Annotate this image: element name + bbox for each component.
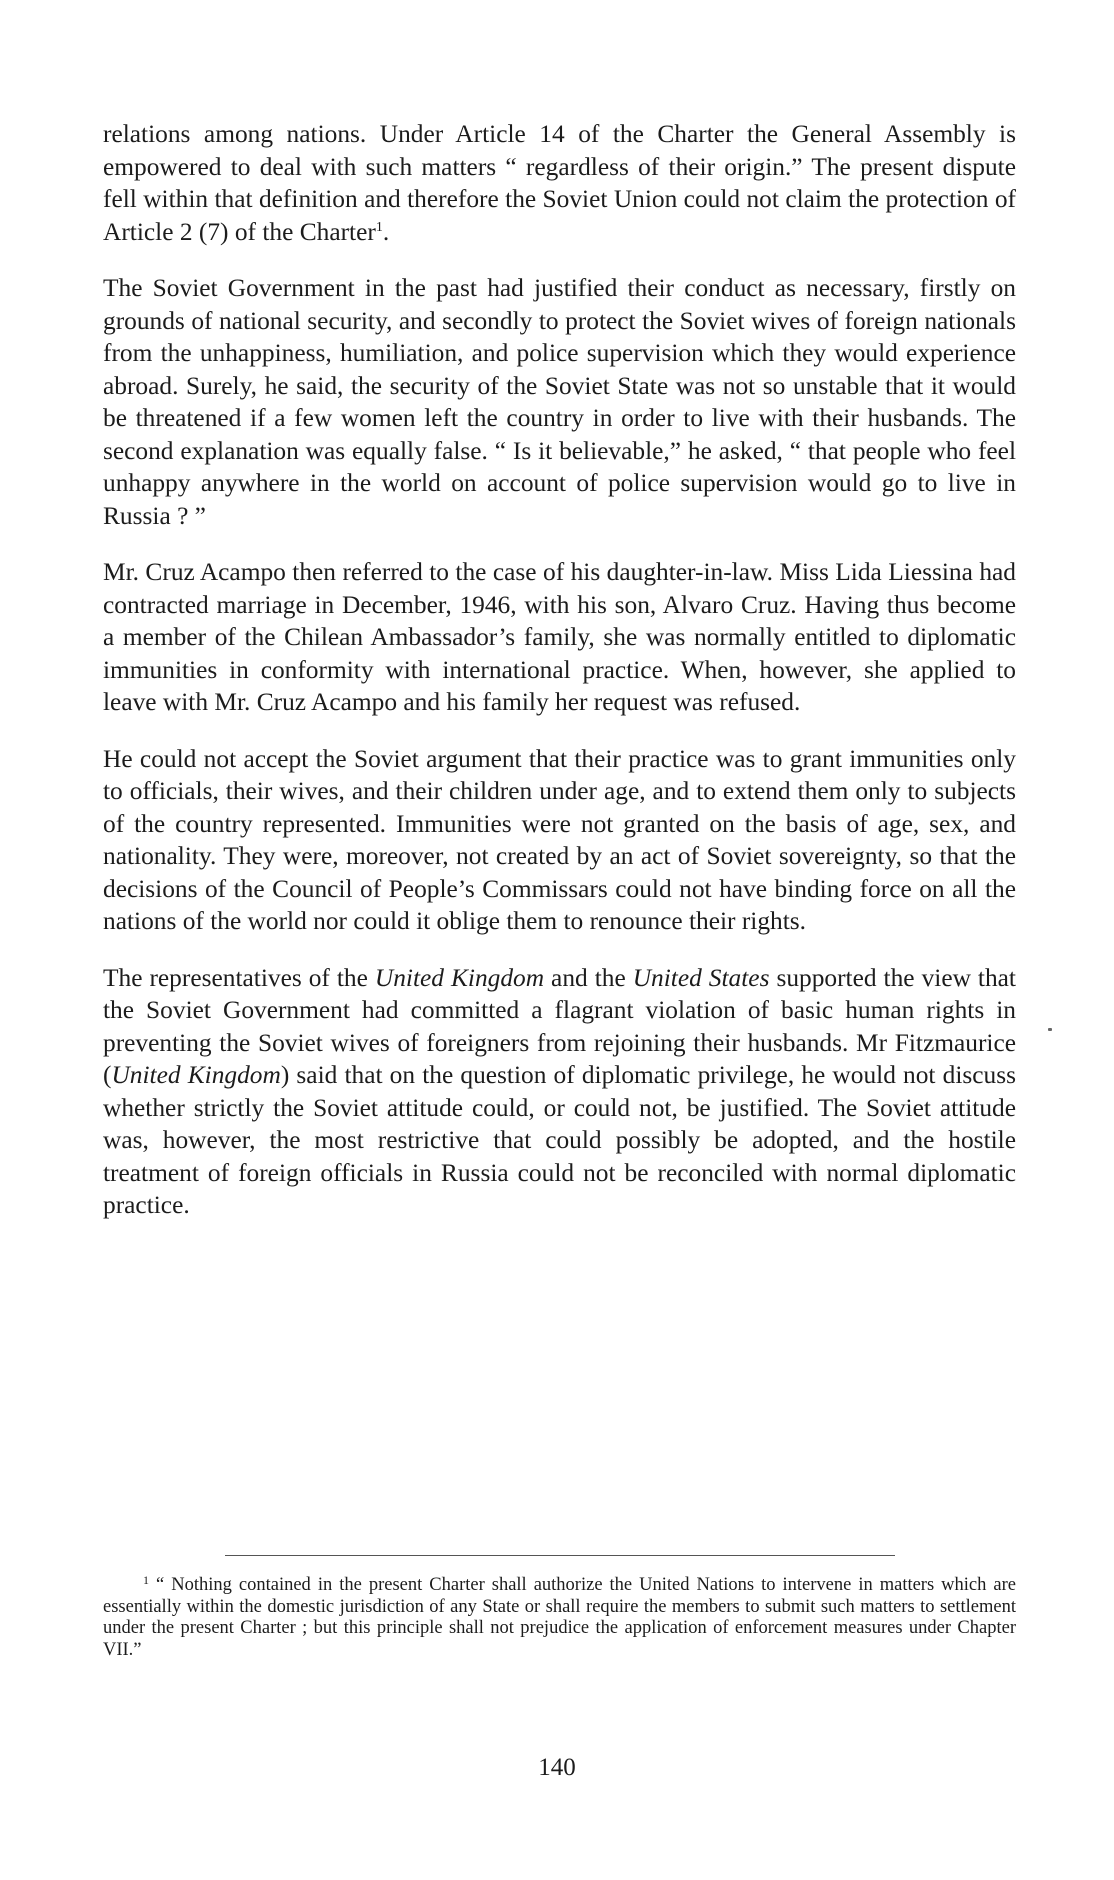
paragraph-text: . — [382, 217, 390, 246]
paragraph-text: relations among nations. Under Article 14 of the Charter the General Assembly is empowered to deal with such matters “ regardless of their origin.” The present dispute fell within that definition and therefore the Soviet Union could not claim the protection of Article 2 (7) of the Charter — [103, 120, 1016, 246]
body-paragraph — [103, 962, 1016, 1222]
paragraph-text: Mr. Cruz Acampo then referred to the case of his daughter-in-law. Miss Lida Liessina had contracted marriage in December, 1946, with his son, Alvaro Cruz. Having thus become a member of the Chilean Ambassador’s family, she was normally entitled to diplomatic immunities in conformity with international practice. When, however, she applied to leave with Mr. Cruz Acampo and his family her request was refused. — [103, 558, 1016, 716]
country-name-italic: United Kingdom — [374, 963, 545, 992]
page-number: 140 — [538, 1754, 576, 1781]
margin-speck — [1048, 1028, 1052, 1031]
footnote-mark: 1 — [143, 1573, 149, 1587]
country-name-italic: United States — [632, 963, 770, 992]
footnote-reference: 1 — [375, 219, 383, 235]
footnote — [103, 1575, 1016, 1661]
page-body — [103, 118, 1016, 1246]
footnote-text: “ Nothing contained in the present Charter shall authorize the United Nations to intervene in matters which are essentially within the domestic jurisdiction of any State or shall require the members to submit such matters to settlement under the present Charter ; but this principle shall not prejudice the application of enforcement measures under Chapter VII.” — [103, 1575, 1016, 1660]
footnote-divider — [225, 1555, 895, 1556]
paragraph-text: and the — [544, 963, 633, 992]
country-name-italic: United Kingdom — [111, 1061, 281, 1089]
body-paragraph — [103, 556, 1016, 719]
body-paragraph — [103, 118, 1016, 248]
paragraph-text: The representatives of the — [103, 963, 375, 992]
paragraph-text: ) said that on the question of diplomatic privilege, he would not discuss whether strictly the Soviet attitude could, or could not, be justified. The Soviet attitude was, however, the most restrictive that could possibly be adopted, and the hostile treatment of foreign officials in Russia could not be reconciled with normal diplomatic practice. — [103, 1061, 1016, 1219]
body-paragraph — [103, 743, 1016, 938]
paragraph-text: The Soviet Government in the past had justified their conduct as necessary, firstly on grounds of national security, and secondly to protect the Soviet wives of foreign nationals from the unhappiness, humiliation, and police supervision which they would experience abroad. Surely, he said, the security of the Soviet State was not so unstable that it would be threatened if a few women left the country in order to live with their husbands. The second explanation was equally false. “ Is it believable,” he asked, “ that people who feel unhappy anywhere in the world on account of police supervision would go to live in Russia ? ” — [103, 274, 1016, 530]
paragraph-text: supported the view that the Soviet Government had committed a flagrant violation of basic human rights in preventing the Soviet wives of foreigners from rejoining their husbands. Mr Fitzmaurice ( — [103, 963, 1016, 1089]
paragraph-text: He could not accept the Soviet argument that their practice was to grant immunities only to officials, their wives, and their children under age, and to extend them only to subjects of the country represented. Immunities were not granted on the basis of age, sex, and nationality. They were, moreover, not created by an act of Soviet sovereignty, so that the decisions of the Council of People’s Commissars could not have binding force on all the nations of the world nor could it oblige them to renounce their rights. — [103, 744, 1016, 935]
body-paragraph — [103, 272, 1016, 532]
